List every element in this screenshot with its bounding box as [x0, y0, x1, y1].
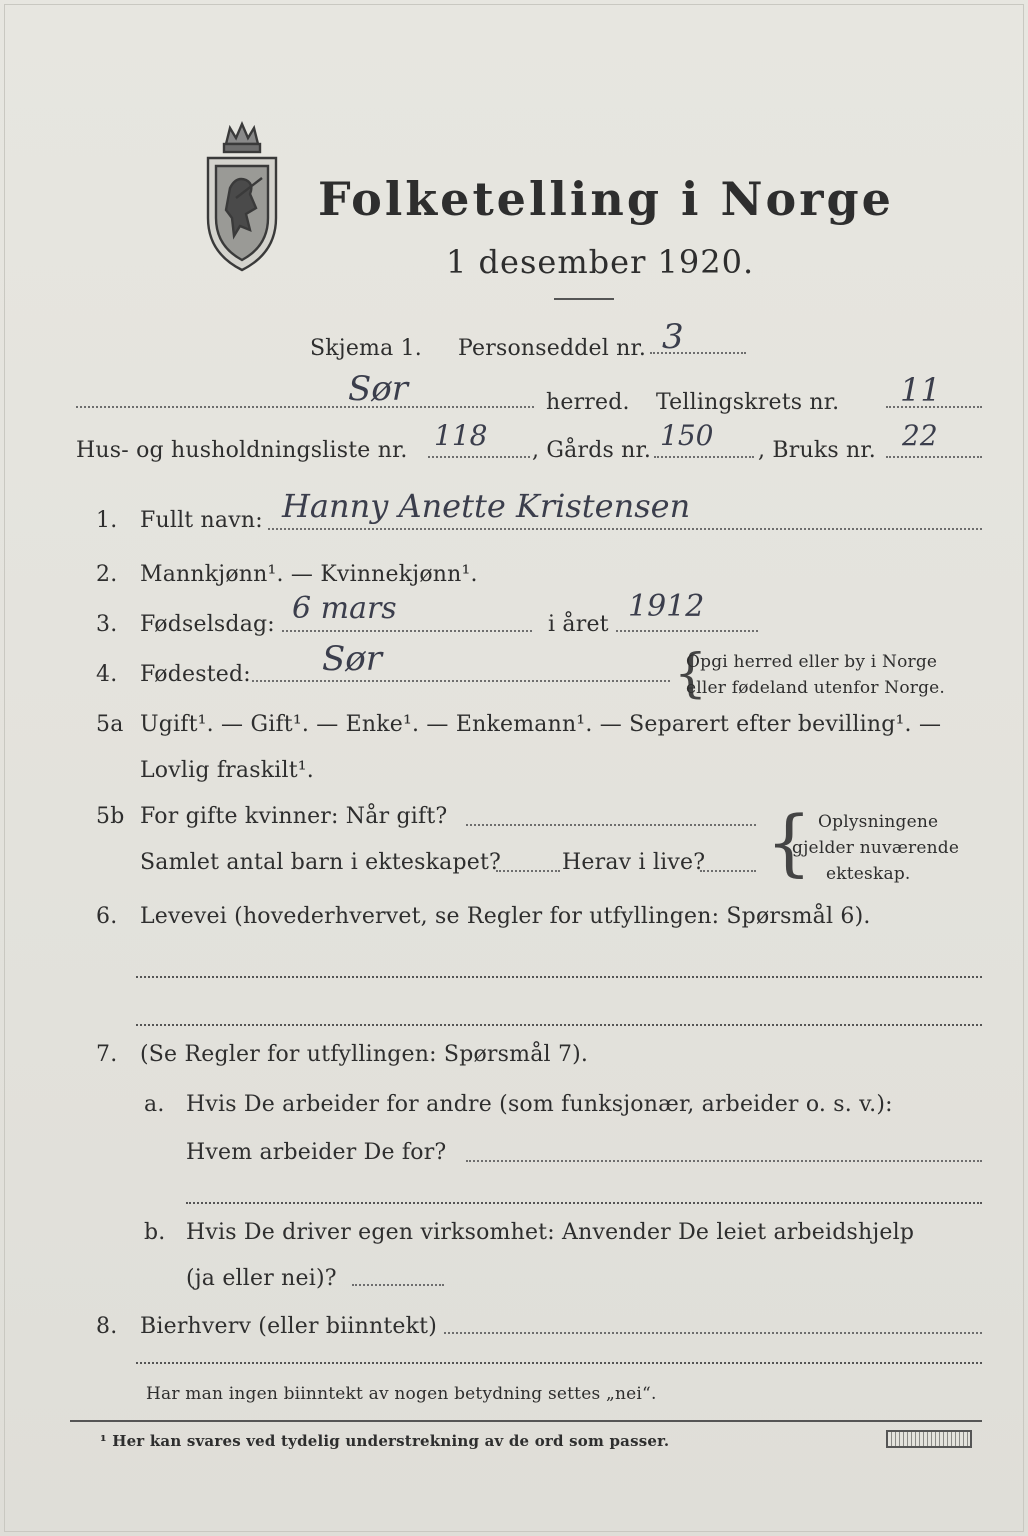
- q7a-extra-line: [186, 1202, 982, 1204]
- q6-line-1: [136, 976, 982, 978]
- q5b-label-3: Herav i live?: [562, 850, 706, 875]
- printer-stamp-icon: [886, 1430, 972, 1448]
- q7a-label-2: Hvem arbeider De for?: [186, 1140, 447, 1165]
- gards-label: , Gårds nr.: [532, 438, 652, 463]
- q4-number: 4.: [96, 662, 118, 687]
- q8-note: Har man ingen biinntekt av nogen betydning settes „nei“.: [146, 1384, 657, 1404]
- birth-date-value[interactable]: 6 mars: [292, 591, 397, 626]
- schema-label: Skjema 1.: [310, 336, 423, 361]
- q6-line-2: [136, 1024, 982, 1026]
- gards-line: [654, 456, 754, 458]
- q5b-note-2: gjelder nuværende: [792, 838, 960, 858]
- tellingskrets-value[interactable]: 11: [900, 371, 941, 409]
- q8-extra-line: [136, 1362, 982, 1364]
- q7b-number: b.: [144, 1220, 166, 1245]
- census-date: 1 desember 1920.: [446, 243, 755, 281]
- q8-line: [444, 1332, 982, 1334]
- hus-line: [428, 456, 530, 458]
- q3-label: Fødselsdag:: [140, 612, 275, 637]
- q1-line: [268, 528, 982, 530]
- hus-label: Hus- og husholdningsliste nr.: [76, 438, 408, 463]
- herred-value[interactable]: Sør: [348, 369, 409, 409]
- q7b-answer-line: [352, 1284, 444, 1286]
- q5a-number: 5a: [96, 712, 124, 737]
- q5b-note-1: Oplysningene: [818, 812, 939, 832]
- hus-value[interactable]: 118: [434, 419, 488, 452]
- bruks-label: , Bruks nr.: [758, 438, 876, 463]
- q7a-employer-line: [466, 1160, 982, 1162]
- bruks-line: [886, 456, 982, 458]
- q5b-married-line: [466, 824, 756, 826]
- q4-note-1: Opgi herred eller by i Norge: [686, 652, 938, 672]
- q5b-alive-line: [700, 870, 756, 872]
- q7-label: (Se Regler for utfyllingen: Spørsmål 7).: [140, 1042, 589, 1067]
- herred-label: herred.: [546, 390, 630, 415]
- q5b-brace: {: [766, 800, 812, 884]
- q5a-label: Ugift¹. — Gift¹. — Enke¹. — Enkemann¹. — Separert efter bevilling¹. —: [140, 712, 942, 737]
- q7b-label: Hvis De driver egen virksomhet: Anvender De leiet arbeidshjelp: [186, 1220, 915, 1245]
- personseddel-label: Personseddel nr.: [458, 336, 647, 361]
- q5b-label: For gifte kvinner: Når gift?: [140, 804, 448, 829]
- q1-label: Fullt navn:: [140, 508, 263, 533]
- q6-label: Levevei (hovederhvervet, se Regler for utfyllingen: Spørsmål 6).: [140, 904, 871, 929]
- footnote-divider: [70, 1420, 982, 1422]
- q5a-label-2: Lovlig fraskilt¹.: [140, 758, 314, 783]
- q3-number: 3.: [96, 612, 118, 637]
- q7b-label-2: (ja eller nei)?: [186, 1266, 337, 1291]
- coat-of-arms-icon: [196, 118, 288, 278]
- q5b-note-3: ekteskap.: [826, 864, 911, 884]
- footnote: ¹ Her kan svares ved tydelig understrekning av de ord som passer.: [100, 1432, 670, 1450]
- birth-year-value[interactable]: 1912: [628, 589, 705, 624]
- q8-number: 8.: [96, 1314, 118, 1339]
- bruks-value[interactable]: 22: [902, 419, 938, 452]
- tellingskrets-label: Tellingskrets nr.: [656, 390, 840, 415]
- q4-brace: {: [674, 644, 708, 704]
- birthplace-value[interactable]: Sør: [322, 639, 383, 679]
- q7a-label: Hvis De arbeider for andre (som funksjonær, arbeider o. s. v.):: [186, 1092, 893, 1117]
- q1-number: 1.: [96, 508, 118, 533]
- gards-value[interactable]: 150: [660, 419, 714, 452]
- q7-number: 7.: [96, 1042, 118, 1067]
- q5b-number: 5b: [96, 804, 125, 829]
- q5b-children-line: [496, 870, 560, 872]
- q3-line: [282, 630, 532, 632]
- q2-number: 2.: [96, 562, 118, 587]
- q3-year-line: [616, 630, 758, 632]
- q4-line: [252, 680, 670, 682]
- title-divider: [554, 298, 614, 300]
- q4-note-2: eller fødeland utenfor Norge.: [686, 678, 946, 698]
- q4-label: Fødested:: [140, 662, 251, 687]
- herred-line: [76, 406, 534, 408]
- q3-year-label: i året: [548, 612, 609, 637]
- q8-label: Bierhverv (eller biinntekt): [140, 1314, 438, 1339]
- q7a-number: a.: [144, 1092, 165, 1117]
- form-title: Folketelling i Norge: [318, 172, 894, 226]
- q6-number: 6.: [96, 904, 118, 929]
- q5b-label-2: Samlet antal barn i ekteskapet?: [140, 850, 502, 875]
- full-name-value[interactable]: Hanny Anette Kristensen: [282, 487, 691, 525]
- q2-label: Mannkjønn¹. — Kvinnekjønn¹.: [140, 562, 478, 587]
- personseddel-value[interactable]: 3: [662, 317, 684, 357]
